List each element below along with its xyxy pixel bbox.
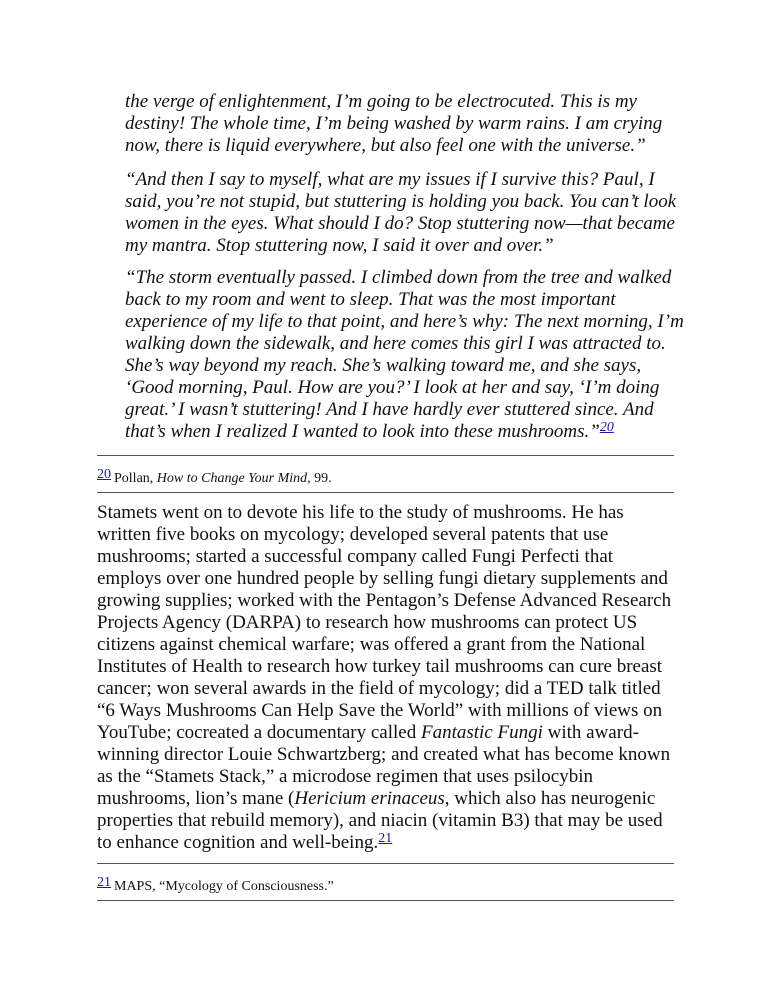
footnote-2-top-divider xyxy=(97,863,674,864)
footnote-21 xyxy=(97,874,674,896)
footnote-21-text: MAPS, “Mycology of Consciousness.” xyxy=(114,879,334,894)
block-quote-3-text: “The storm eventually passed. I climbed down from the tree and walked back to my room and went to sleep. That was the most important experience of my life to that point, and here’s why: The next morning, I’m walking down the sidewalk, and here comes this girl I was attracted to. She’s way beyond my reach. She’s walking toward me, and she says, ‘Good morning, Paul. How are you?’ I look at her and say, ‘I’m doing great.’ I wasn’t stuttering! And I have hardly ever stuttered since. And that’s when I realized I wanted to look into these mushrooms.” xyxy=(125,267,684,442)
body-italic-species: Hericium erinaceus xyxy=(294,788,445,809)
footnote-20-number-link[interactable]: 20 xyxy=(97,467,111,482)
block-quote-1-text: the verge of enlightenment, I’m going to be electrocuted. This is my destiny! The whole time, I’m being washed by warm rains. I am crying now, there is liquid everywhere, but also feel one with the universe.” xyxy=(125,91,663,156)
block-quote-2 xyxy=(125,169,685,257)
block-quote-2-text: “And then I say to myself, what are my issues if I survive this? Paul, I said, you’re not stupid, but stuttering is holding you back. You can’t look women in the eyes. What should I do? Stop stuttering now—that became my mantra. Stop stuttering now, I said it over and over.” xyxy=(125,169,677,256)
footnote-top-divider xyxy=(97,455,674,456)
footnote-21-reference-link[interactable]: 21 xyxy=(378,831,393,846)
footnote-bottom-divider xyxy=(97,492,674,493)
footnote-2-bottom-divider xyxy=(97,900,674,901)
body-paragraph xyxy=(97,502,675,854)
footnote-20-author: Pollan, xyxy=(114,471,154,486)
footnote-20-page: , 99. xyxy=(307,471,332,486)
body-text-part-2: with award-winning director Louie Schwartzberg; and created what has become known as the “Stamets Stack,” a microdose regimen that uses psilocybin mushrooms, lion’s mane ( xyxy=(97,722,671,809)
body-text-part-3: , which also has neurogenic properties that rebuild memory), and niacin (vitamin B3) that may be used to enhance cognition and well-being. xyxy=(97,788,663,853)
block-quote-1 xyxy=(125,91,685,157)
footnote-21-number-link[interactable]: 21 xyxy=(97,875,111,890)
block-quote-3 xyxy=(125,267,685,443)
body-text-part-1: Stamets went on to devote his life to the study of mushrooms. He has written five books on mycology; developed several patents that use mushrooms; started a successful company called Fungi Perfecti that employs over one hundred people by selling fungi dietary supplements and growing supplies; worked with the Pentagon’s Defense Advanced Research Projects Agency (DARPA) to research how mushrooms can protect US citizens against chemical warfare; was offered a grant from the National Institutes of Health to research how turkey tail mushrooms can cure breast cancer; won several awards in the field of mycology; did a TED talk titled “6 Ways Mushrooms Can Help Save the World” with millions of views on YouTube; cocreated a documentary called xyxy=(97,502,672,743)
footnote-20-reference-link[interactable]: 20 xyxy=(599,420,614,435)
footnote-20 xyxy=(97,466,674,488)
body-italic-title: Fantastic Fungi xyxy=(420,722,543,743)
footnote-20-title: How to Change Your Mind xyxy=(156,471,308,486)
